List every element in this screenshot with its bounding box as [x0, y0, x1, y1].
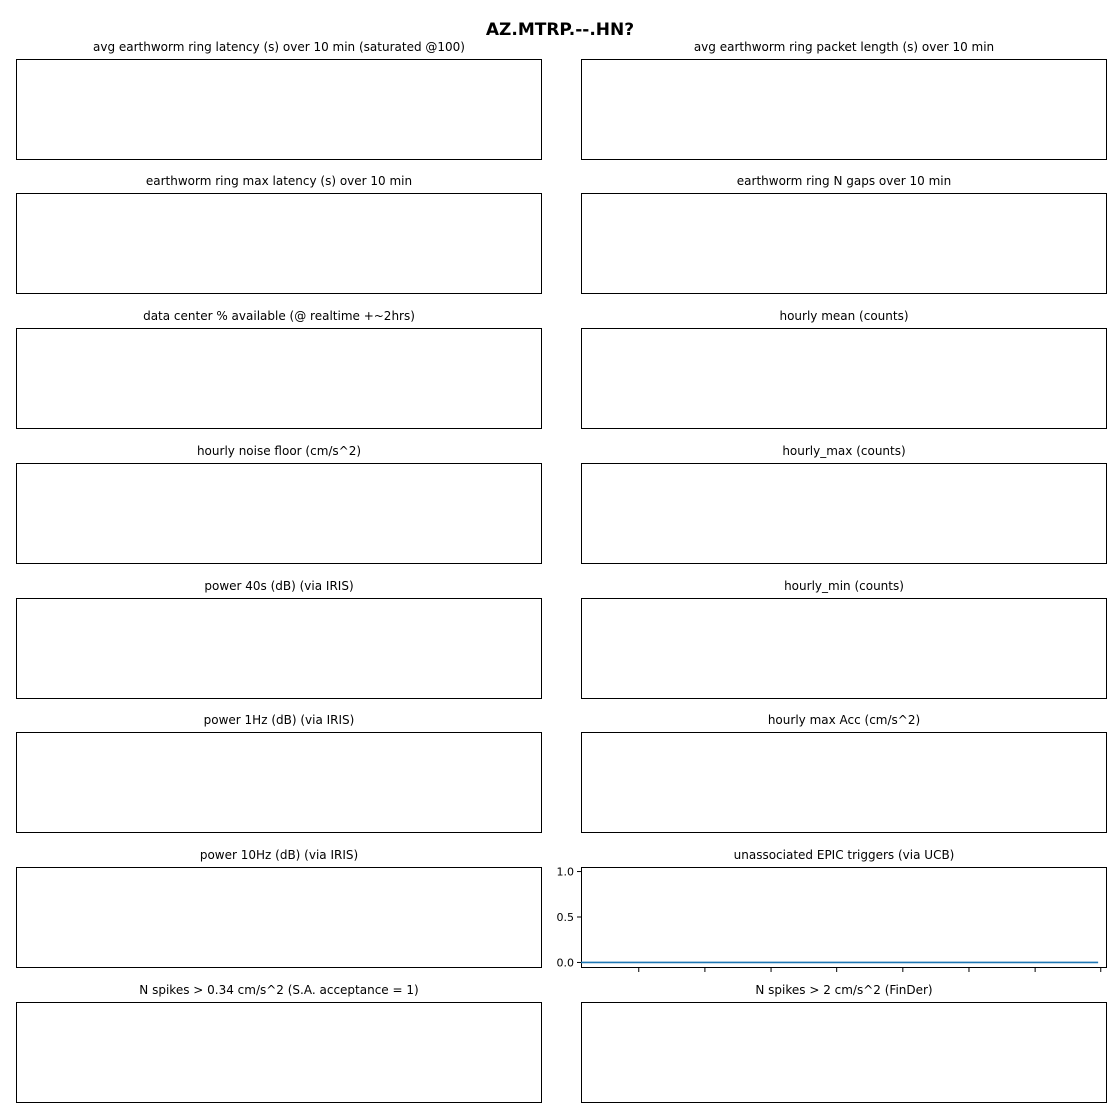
y-tick-label: 1.0 [556, 865, 574, 879]
figure-suptitle: AZ.MTRP.--.HN? [485, 20, 635, 40]
subplot-title: hourly noise floor (cm/s^2) [196, 444, 362, 458]
subplot-title: earthworm ring N gaps over 10 min [736, 174, 952, 188]
subplot-axes [581, 59, 1107, 160]
subplot-title: avg earthworm ring packet length (s) over 10 min [693, 40, 995, 54]
subplot-title: unassociated EPIC triggers (via UCB) [733, 848, 955, 862]
subplot-axes [581, 193, 1107, 294]
subplot-title: power 40s (dB) (via IRIS) [204, 579, 354, 593]
subplot-plot-svg [521, 867, 601, 988]
subplot-axes [16, 867, 542, 968]
subplot-title: power 10Hz (dB) (via IRIS) [199, 848, 359, 862]
subplot-title: hourly mean (counts) [779, 309, 909, 323]
subplot-axes [16, 193, 542, 294]
subplot-title: data center % available (@ realtime +~2hrs) [143, 309, 415, 323]
subplot-axes [16, 732, 542, 833]
subplot-title: hourly max Acc (cm/s^2) [767, 713, 921, 727]
subplot-axes [16, 598, 542, 699]
y-tick-label: 0.5 [556, 911, 574, 924]
subplot-title: N spikes > 2 cm/s^2 (FinDer) [755, 983, 933, 997]
subplot-axes [581, 328, 1107, 429]
subplot-axes [16, 328, 542, 429]
subplot-title: power 1Hz (dB) (via IRIS) [203, 713, 355, 727]
subplot-title: earthworm ring max latency (s) over 10 min [145, 174, 413, 188]
subplot-title: N spikes > 0.34 cm/s^2 (S.A. acceptance = 1) [139, 983, 419, 997]
subplot-axes [581, 1002, 1107, 1103]
subplot-axes [581, 732, 1107, 833]
subplot-axes [16, 59, 542, 160]
subplot-axes [581, 598, 1107, 699]
subplot-axes [581, 867, 1107, 968]
subplot-axes [16, 1002, 542, 1103]
subplot-title: avg earthworm ring latency (s) over 10 min (saturated @100) [93, 40, 465, 54]
subplot-title: hourly_max (counts) [782, 444, 906, 458]
y-tick-label: 0.0 [556, 956, 574, 970]
subplot-axes [581, 463, 1107, 564]
subplot-axes [16, 463, 542, 564]
subplot-title: hourly_min (counts) [784, 579, 904, 593]
